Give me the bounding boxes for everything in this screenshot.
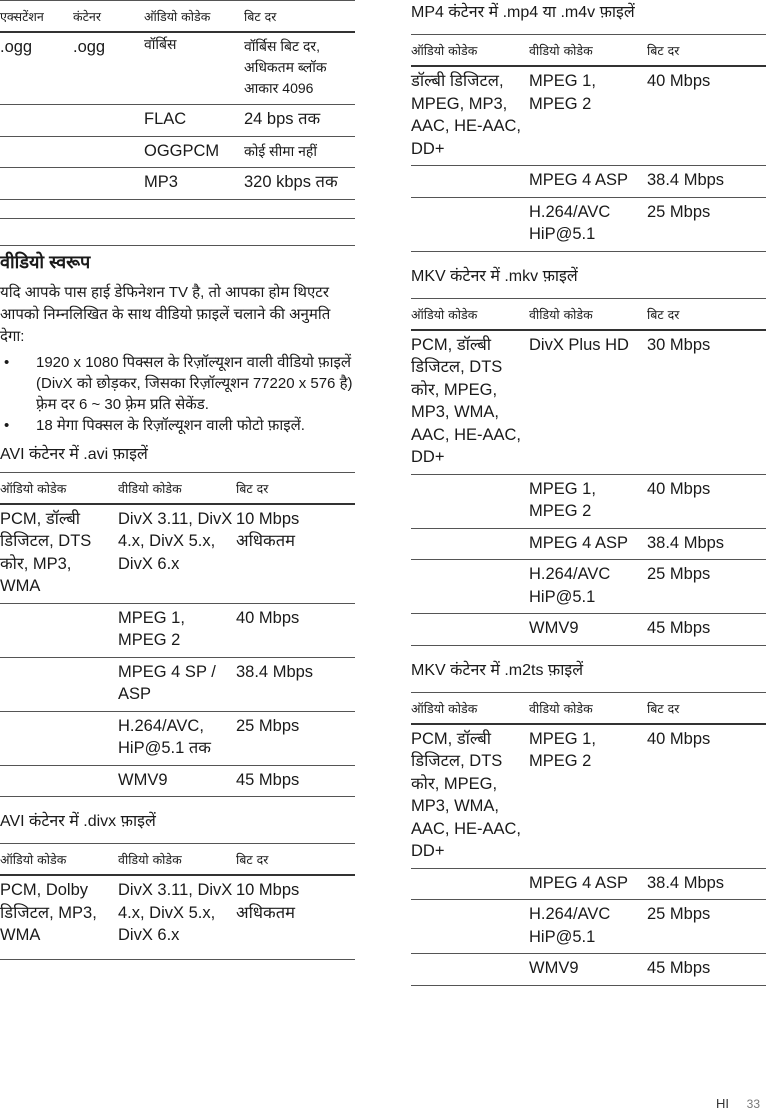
cell: 30 Mbps xyxy=(647,330,766,475)
cell: 40 Mbps xyxy=(647,724,766,869)
cell: 45 Mbps xyxy=(236,765,355,797)
video-formats-title: वीडियो स्वरूप xyxy=(0,245,355,276)
cell: 25 Mbps xyxy=(647,560,766,614)
cell: वॉर्बिस बिट दर, अधिकतम ब्लॉक आकार 4096 xyxy=(244,32,355,105)
cell: PCM, डॉल्बी डिजिटल, DTS कोर, MP3, WMA xyxy=(0,504,118,604)
cell: MPEG 4 ASP xyxy=(529,166,647,198)
cell: FLAC xyxy=(144,105,244,137)
table-header-row xyxy=(0,1,355,33)
m2ts-section-title: MKV कंटेनर में .m2ts फ़ाइलें xyxy=(411,661,584,679)
header-audio-codec: ऑडियो कोडेक xyxy=(411,298,529,330)
header-container: कंटेनर xyxy=(73,1,144,33)
cell: 45 Mbps xyxy=(647,614,766,646)
cell: PCM, डॉल्बी डिजिटल, DTS कोर, MPEG, MP3, WMA, AAC, HE-AAC, DD+ xyxy=(411,330,529,475)
cell: 40 Mbps xyxy=(236,603,355,657)
header-bitrate: बिट दर xyxy=(244,1,355,33)
cell xyxy=(73,168,144,200)
header-audio-codec: ऑडियो कोडेक xyxy=(0,844,118,876)
table-row xyxy=(0,105,355,137)
cell: 24 bps तक xyxy=(244,105,355,137)
ogg-table xyxy=(0,0,355,219)
cell: 25 Mbps xyxy=(647,900,766,954)
cell: .ogg xyxy=(0,32,73,105)
cell xyxy=(411,900,529,954)
table-row xyxy=(411,474,766,528)
right-column xyxy=(411,0,766,986)
cell: DivX 3.11, DivX 4.x, DivX 5.x, DivX 6.x xyxy=(118,504,236,604)
table-header-row xyxy=(0,844,355,876)
table-header-row xyxy=(0,472,355,504)
table-row xyxy=(0,32,355,105)
cell xyxy=(73,105,144,137)
cell xyxy=(411,474,529,528)
cell: H.264/AVC HiP@5.1 xyxy=(529,197,647,251)
cell: PCM, Dolby डिजिटल, MP3, WMA xyxy=(0,875,118,959)
divx-table xyxy=(0,843,355,960)
table-spacer-row xyxy=(0,199,355,218)
header-video-codec: वीडियो कोडेक xyxy=(118,472,236,504)
cell: वॉर्बिस xyxy=(144,32,244,105)
mkv-section-title: MKV कंटेनर में .mkv फ़ाइलें xyxy=(411,267,578,285)
table-header-row xyxy=(411,298,766,330)
header-audio-codec: ऑडियो कोडेक xyxy=(144,1,244,33)
cell: 40 Mbps xyxy=(647,66,766,166)
cell: MP3 xyxy=(144,168,244,200)
cell: कोई सीमा नहीं xyxy=(244,136,355,168)
cell: .ogg xyxy=(73,32,144,105)
page-number: 33 xyxy=(746,1097,760,1111)
cell: 38.4 Mbps xyxy=(236,657,355,711)
cell: MPEG 1, MPEG 2 xyxy=(529,724,647,869)
table-row xyxy=(411,66,766,166)
header-bitrate: बिट दर xyxy=(647,35,766,67)
cell xyxy=(411,560,529,614)
cell: WMV9 xyxy=(529,614,647,646)
cell: 38.4 Mbps xyxy=(647,166,766,198)
header-bitrate: बिट दर xyxy=(647,692,766,724)
cell: MPEG 4 ASP xyxy=(529,868,647,900)
cell: H.264/AVC HiP@5.1 xyxy=(529,900,647,954)
cell: 320 kbps तक xyxy=(244,168,355,200)
header-video-codec: वीडियो कोडेक xyxy=(529,35,647,67)
cell: MPEG 4 SP / ASP xyxy=(118,657,236,711)
cell: 38.4 Mbps xyxy=(647,528,766,560)
table-row xyxy=(411,954,766,986)
cell xyxy=(411,197,529,251)
cell: 25 Mbps xyxy=(647,197,766,251)
cell xyxy=(0,136,73,168)
mp4-table xyxy=(411,34,766,252)
cell: MPEG 1, MPEG 2 xyxy=(118,603,236,657)
cell xyxy=(0,657,118,711)
divx-section-title: AVI कंटेनर में .divx फ़ाइलें xyxy=(0,813,156,830)
cell: WMV9 xyxy=(118,765,236,797)
cell xyxy=(73,136,144,168)
cell: MPEG 1, MPEG 2 xyxy=(529,66,647,166)
table-row xyxy=(0,603,355,657)
cell xyxy=(0,168,73,200)
mkv-table xyxy=(411,298,766,646)
cell: DivX Plus HD xyxy=(529,330,647,475)
cell: 10 Mbps अधिकतम xyxy=(236,504,355,604)
cell xyxy=(0,765,118,797)
cell: MPEG 4 ASP xyxy=(529,528,647,560)
list-item: • 18 मेगा पिक्सल के रिज़ॉल्यूशन वाली फोटो फ़ाइलें. xyxy=(0,415,355,436)
table-row xyxy=(0,711,355,765)
avi-section-title: AVI कंटेनर में .avi फ़ाइलें xyxy=(0,445,148,463)
cell: 38.4 Mbps xyxy=(647,868,766,900)
cell xyxy=(411,868,529,900)
header-audio-codec: ऑडियो कोडेक xyxy=(411,692,529,724)
language-code: HI xyxy=(716,1096,730,1111)
mp4-section-title: MP4 कंटेनर में .mp4 या .m4v फ़ाइलें xyxy=(411,4,635,21)
cell: 45 Mbps xyxy=(647,954,766,986)
cell: H.264/AVC, HiP@5.1 तक xyxy=(118,711,236,765)
cell: H.264/AVC HiP@5.1 xyxy=(529,560,647,614)
table-row xyxy=(411,868,766,900)
table-row xyxy=(411,166,766,198)
cell xyxy=(411,614,529,646)
header-audio-codec: ऑडियो कोडेक xyxy=(0,472,118,504)
cell: MPEG 1, MPEG 2 xyxy=(529,474,647,528)
table-row xyxy=(0,504,355,604)
header-bitrate: बिट दर xyxy=(236,844,355,876)
cell xyxy=(0,603,118,657)
cell: 40 Mbps xyxy=(647,474,766,528)
table-row xyxy=(411,724,766,869)
cell: WMV9 xyxy=(529,954,647,986)
header-video-codec: वीडियो कोडेक xyxy=(529,692,647,724)
table-header-row xyxy=(411,692,766,724)
cell xyxy=(411,166,529,198)
cell xyxy=(0,105,73,137)
cell: PCM, डॉल्बी डिजिटल, DTS कोर, MPEG, MP3, WMA, AAC, HE-AAC, DD+ xyxy=(411,724,529,869)
table-row xyxy=(411,197,766,251)
table-row xyxy=(411,528,766,560)
cell xyxy=(411,528,529,560)
video-bullet-list xyxy=(0,352,355,436)
table-row xyxy=(0,657,355,711)
list-item: • 1920 x 1080 पिक्सल के रिज़ॉल्यूशन वाली वीडियो फ़ाइलें (DivX को छोड़कर, जिसका रिज़ॉल्यूशन 77220 x 576 है) फ़्रेम दर 6 ~ 30 फ़्रेम प्रति सेकेंड. xyxy=(0,352,355,415)
cell: OGGPCM xyxy=(144,136,244,168)
header-bitrate: बिट दर xyxy=(236,472,355,504)
cell: 25 Mbps xyxy=(236,711,355,765)
table-row xyxy=(411,330,766,475)
table-row xyxy=(411,900,766,954)
header-video-codec: वीडियो कोडेक xyxy=(529,298,647,330)
table-row xyxy=(0,168,355,200)
page-footer xyxy=(716,1096,760,1111)
m2ts-table xyxy=(411,692,766,986)
table-row xyxy=(0,765,355,797)
left-column xyxy=(0,0,355,960)
cell: डॉल्बी डिजिटल, MPEG, MP3, AAC, HE-AAC, DD+ xyxy=(411,66,529,166)
table-row xyxy=(411,560,766,614)
header-video-codec: वीडियो कोडेक xyxy=(118,844,236,876)
video-intro-text: यदि आपके पास हाई डेफिनेशन TV है, तो आपका होम थिएटर आपको निम्नलिखित के साथ वीडियो फ़ाइलें चलाने की अनुमति देगा: xyxy=(0,283,331,345)
avi-table xyxy=(0,472,355,798)
table-row xyxy=(0,136,355,168)
header-audio-codec: ऑडियो कोडेक xyxy=(411,35,529,67)
table-row xyxy=(0,875,355,959)
header-bitrate: बिट दर xyxy=(647,298,766,330)
header-extension: एक्सटेंशन xyxy=(0,1,73,33)
cell: DivX 3.11, DivX 4.x, DivX 5.x, DivX 6.x xyxy=(118,875,236,959)
cell xyxy=(411,954,529,986)
cell: 10 Mbps अधिकतम xyxy=(236,875,355,959)
cell xyxy=(0,711,118,765)
table-row xyxy=(411,614,766,646)
table-header-row xyxy=(411,35,766,67)
